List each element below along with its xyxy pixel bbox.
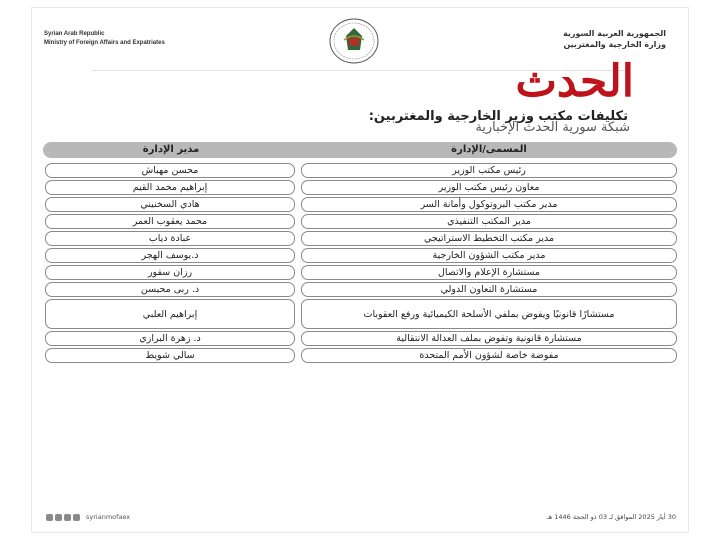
cell-position: مدير المكتب التنفيذي <box>301 214 677 229</box>
table-row <box>43 282 677 297</box>
cell-position: مدير مكتب التخطيط الاستراتيجي <box>301 231 677 246</box>
cell-position: مدير مكتب الشؤون الخارجية <box>301 248 677 263</box>
table-row <box>43 214 677 229</box>
header-country-en: Syrian Arab Republic <box>44 31 105 37</box>
column-header-position: المسمى/الإدارة <box>451 144 527 155</box>
table-row <box>43 299 677 329</box>
table-row <box>43 265 677 280</box>
facebook-icon[interactable] <box>64 514 71 521</box>
cell-position: مستشارة الإعلام والاتصال <box>301 265 677 280</box>
ministry-seal-icon <box>316 16 392 66</box>
instagram-icon[interactable] <box>46 514 53 521</box>
header-country-ar: الجمهورية العربية السورية <box>563 29 666 38</box>
footer-date: 30 أيار 2025 الموافق لـ 03 ذو الحجة 1446 هـ <box>546 513 676 521</box>
social-handle[interactable]: syrianmofaex <box>86 513 131 521</box>
cell-name: عبادة دياب <box>45 231 295 246</box>
table-row <box>43 197 677 212</box>
alhadath-logo: الحدث <box>515 56 634 107</box>
cell-position: معاون رئيس مكتب الوزير <box>301 180 677 195</box>
x-icon[interactable] <box>55 514 62 521</box>
page-title: تكليفات مكتب وزير الخارجية والمغتربين: <box>368 109 628 124</box>
cell-name: د.يوسف الهجر <box>45 248 295 263</box>
cell-name: محسن مهباش <box>45 163 295 178</box>
header-english <box>44 30 165 48</box>
social-links <box>46 513 130 521</box>
cell-position: رئيس مكتب الوزير <box>301 163 677 178</box>
table-row <box>43 348 677 363</box>
cell-name: رزان سفور <box>45 265 295 280</box>
table-header <box>43 142 677 158</box>
cell-position: مفوضة خاصة لشؤون الأمم المتحدة <box>301 348 677 363</box>
cell-name: سالي شويط <box>45 348 295 363</box>
alhadath-tagline: شبكة سورية الحدث الإخبارية <box>475 120 630 135</box>
cell-position: مدير مكتب البروتوكول وأمانة السر <box>301 197 677 212</box>
document-page <box>32 8 688 532</box>
cell-name: إبراهيم محمد القيم <box>45 180 295 195</box>
cell-name: محمد يعقوب العمر <box>45 214 295 229</box>
header-ministry-ar: وزارة الخارجية والمغتربين <box>563 40 666 49</box>
table-row <box>43 331 677 346</box>
header-ministry-en: Ministry of Foreign Affairs and Expatriates <box>44 40 165 46</box>
cell-name: إبراهيم العلبي <box>45 299 295 329</box>
cell-name: د. ربى محيسن <box>45 282 295 297</box>
header-arabic <box>563 28 666 50</box>
table-row <box>43 163 677 178</box>
table-row <box>43 180 677 195</box>
cell-name: د. زهرة البرازي <box>45 331 295 346</box>
telegram-icon[interactable] <box>73 514 80 521</box>
cell-position: مستشارة التعاون الدولي <box>301 282 677 297</box>
column-header-name: مدير الإدارة <box>142 144 200 155</box>
table-row <box>43 248 677 263</box>
cell-name: هادي السخنيني <box>45 197 295 212</box>
cell-position: مستشارة قانونية وتفوض بملف العدالة الانتقالية <box>301 331 677 346</box>
cell-position: مستشارًا قانونيًا ويفوض بملفي الأسلحة الكيميائية ورفع العقوبات <box>301 299 677 329</box>
table-row <box>43 231 677 246</box>
assignments-table <box>43 142 677 361</box>
